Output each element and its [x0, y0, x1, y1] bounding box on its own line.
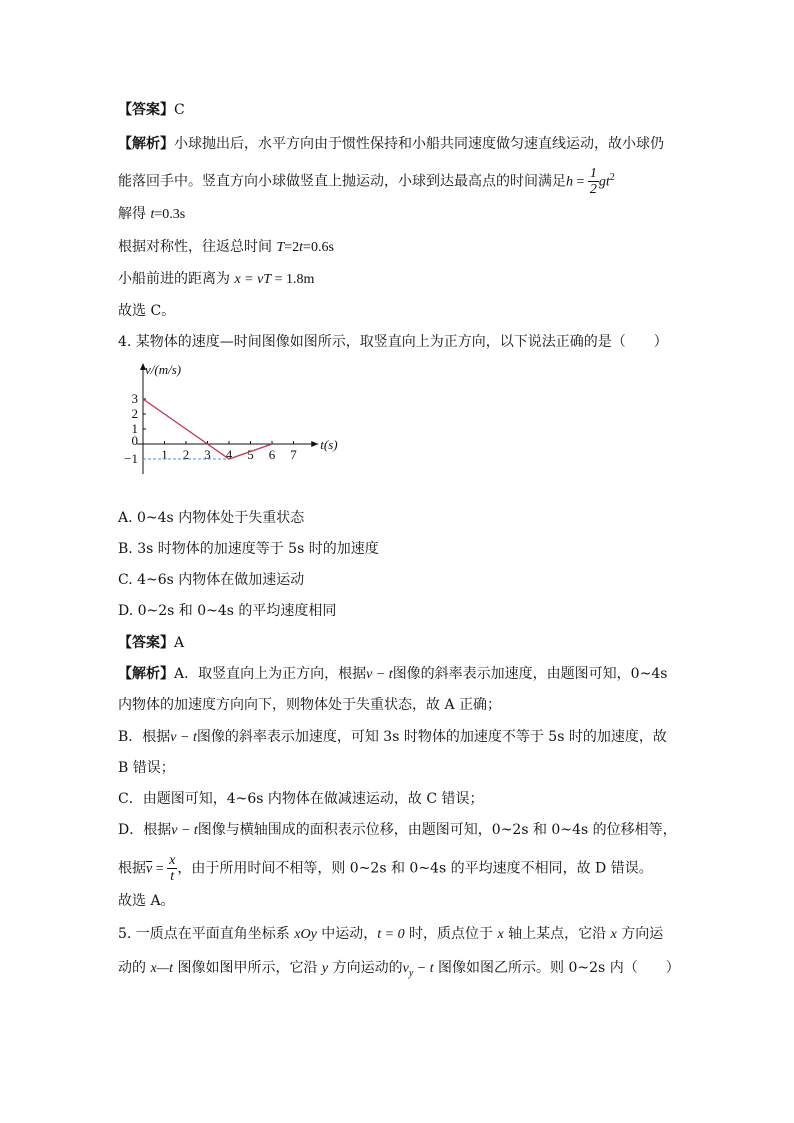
y-tick-label: 2 [131, 406, 138, 421]
formula: T [276, 240, 285, 255]
q4-option-c [118, 570, 304, 590]
text: 动的 [118, 960, 151, 976]
text: C. 4~6s 内物体在做加速运动 [118, 572, 305, 588]
text: 根据对称性，往返总时间 [118, 239, 277, 255]
subscript: y [408, 967, 414, 979]
answer-tag: 【答案】 [118, 635, 174, 651]
text: D．根据 [118, 822, 172, 838]
q4-analysis-b-1 [118, 727, 667, 748]
q4-conclusion [118, 891, 175, 911]
formula: x—t [150, 961, 174, 976]
text: 小船前进的距离为 [118, 271, 235, 287]
x-tick-label: 2 [182, 447, 190, 462]
text: 方向运 [616, 926, 664, 942]
origin-label: 0 [131, 433, 138, 448]
text: 中运动， [316, 926, 378, 942]
formula: x [497, 927, 504, 942]
x-axis-arrow [311, 441, 318, 447]
superscript: 2 [609, 171, 615, 183]
q3-conclusion [118, 301, 175, 321]
formula: v [402, 961, 409, 976]
text: B. 3s 时物体的加速度等于 5s 时的加速度 [118, 541, 379, 557]
analysis-tag: 【解析】 [118, 666, 174, 682]
formula: =0.6s [303, 240, 334, 255]
formula: v − t [171, 823, 198, 838]
x-tick-label: 3 [204, 447, 211, 462]
x-tick-label: 4 [225, 447, 233, 462]
x-tick-label: 6 [268, 447, 276, 462]
numerator: x [169, 853, 176, 868]
q4-analysis-a-2 [118, 695, 501, 715]
text: 小球抛出后，水平方向由于惯性保持和小船共同速度做匀速直线运动，故小球仍 [174, 136, 664, 152]
formula: xOy [294, 927, 317, 942]
analysis-tag: 【解析】 [118, 136, 174, 152]
text: 图像与横轴围成的面积表示位移，由题图可知，0~2s 和 0~4s 的位移相等， [197, 822, 677, 838]
q5-stem-1 [118, 924, 663, 945]
x-tick-label: 1 [161, 447, 168, 462]
q3-analysis-line-1 [118, 134, 664, 154]
q5-stem-2 [118, 958, 680, 984]
formula: y [321, 961, 329, 976]
text: 4. 某物体的速度—时间图像如图所示，取竖直向上为正方向，以下说法正确的是（ ） [118, 334, 668, 350]
formula: =2 [284, 240, 300, 255]
y-tick-label: 3 [131, 391, 138, 406]
text: 解得 [118, 206, 151, 222]
text: A．取竖直向上为正方向，根据 [174, 666, 367, 682]
text: 能落回手中。竖直方向小球做竖直上抛运动，小球到达最高点的时间满足 [118, 173, 566, 190]
y-axis-label: v/(m/s) [145, 362, 182, 377]
formula: t = 0 [377, 927, 405, 942]
x-axis-label: t(s) [320, 437, 338, 452]
x-tick-label: 5 [247, 447, 254, 462]
text: A. 0~4s 内物体处于失重状态 [118, 510, 305, 526]
q4-analysis-c [118, 789, 484, 809]
vt-chart [124, 362, 338, 497]
text: 方向运动的 [328, 960, 403, 976]
q4-analysis-d-2 [118, 853, 653, 884]
q3-analysis-line-2 [118, 166, 615, 197]
formula: h [566, 174, 573, 190]
fraction [588, 166, 599, 197]
formula: x [610, 927, 617, 942]
formula: t [299, 240, 304, 255]
text: 故选 C。 [118, 303, 176, 319]
y-tick-label: 1 [131, 421, 138, 436]
q4-stem [118, 332, 668, 352]
text: 图像如图甲所示，它沿 [173, 960, 322, 976]
q4-analysis-a-1 [118, 664, 667, 685]
text: C．由题图可知，4~6s 内物体在做减速运动，故 C 错误； [118, 791, 484, 807]
formula: v − t [366, 667, 393, 682]
answer-value: A [174, 635, 185, 651]
denominator: 2 [589, 182, 597, 197]
q4-answer-line [118, 633, 184, 653]
formula: = [152, 861, 168, 877]
text: B 错误； [118, 760, 175, 776]
formula: x = vT [234, 272, 272, 287]
q3-analysis-line-3 [118, 204, 185, 225]
q4-analysis-b-2 [118, 758, 175, 778]
formula: gt [598, 174, 610, 190]
q3-answer-line [118, 100, 185, 120]
text: 轴上某点，它沿 [503, 926, 611, 942]
text: 根据 [118, 860, 146, 877]
text: ，由于所用时间不相等，则 0~2s 和 0~4s 的平均速度不相同，故 D 错误。 [177, 860, 653, 877]
q4-analysis-d-1 [118, 820, 677, 841]
q4-option-b [118, 539, 379, 559]
q4-option-a [118, 508, 304, 528]
answer-value: C [174, 102, 185, 118]
text: 内物体的加速度方向向下，则物体处于失重状态，故 A 正确； [118, 697, 502, 713]
text: D. 0~2s 和 0~4s 的平均速度相同 [118, 603, 337, 619]
y-tick-label: −1 [124, 451, 138, 466]
text: 图像的斜率表示加速度，由题图可知，0~4s [392, 666, 668, 682]
formula: $\overline{v}$ [146, 861, 153, 877]
x-tick-label: 7 [290, 447, 297, 462]
fraction [167, 853, 177, 884]
denominator: t [170, 869, 175, 884]
text: 图像的斜率表示加速度，可知 3s 时物体的加速度不等于 5s 时的加速度，故 [196, 729, 667, 745]
text: 故选 A。 [118, 893, 175, 909]
text: 5. 一质点在平面直角坐标系 [118, 926, 295, 942]
formula: = 1.8m [271, 272, 315, 287]
answer-tag: 【答案】 [118, 102, 174, 118]
formula: − t [413, 961, 434, 976]
text: 图像如图乙所示。则 0~2s 内（ ） [433, 960, 680, 976]
q3-analysis-line-4 [118, 237, 334, 258]
text: 时，质点位于 [404, 926, 498, 942]
formula: =0.3s [154, 207, 186, 222]
formula: = [573, 174, 588, 190]
text: B．根据 [118, 729, 171, 745]
q3-analysis-line-5 [118, 269, 314, 290]
formula: v − t [170, 730, 197, 745]
numerator: 1 [589, 166, 597, 181]
q4-option-d [118, 601, 336, 621]
formula: t [150, 207, 155, 222]
